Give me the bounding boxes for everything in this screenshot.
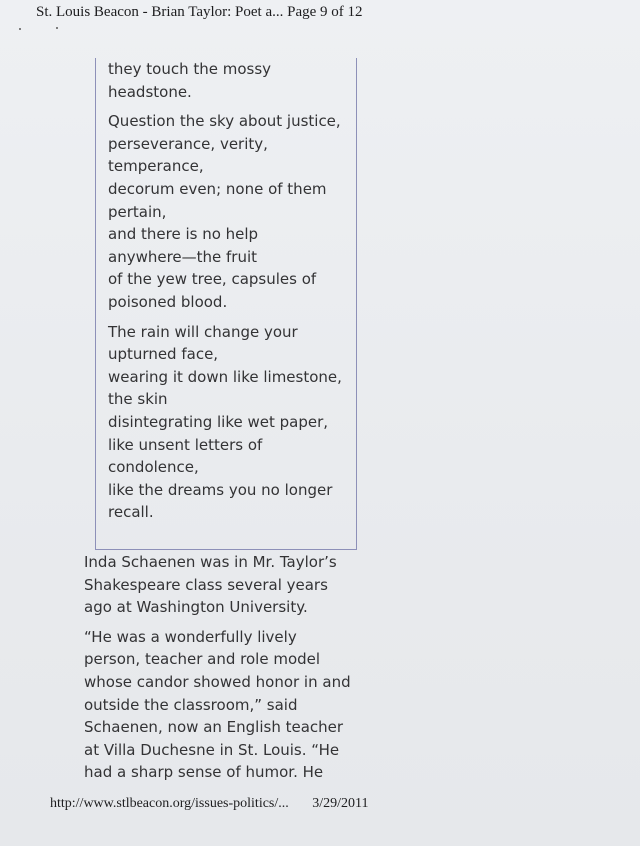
poem-line: condolence, bbox=[108, 458, 199, 477]
poem-line: like unsent letters of bbox=[108, 435, 263, 454]
article-body bbox=[84, 551, 364, 784]
poem-line: recall. bbox=[108, 503, 154, 522]
poem-line: anywhere—the fruit bbox=[108, 247, 258, 266]
article-line: ago at Washington University. bbox=[84, 598, 308, 617]
article-paragraph bbox=[84, 551, 364, 619]
poem-line: and there is no help bbox=[108, 225, 259, 244]
poem-line: decorum even; none of them bbox=[108, 179, 327, 198]
print-footer bbox=[50, 796, 369, 812]
poem-line: poisoned blood. bbox=[108, 292, 228, 311]
poem-line: upturned face, bbox=[108, 345, 219, 364]
article-line: Inda Schaenen was in Mr. Taylor’s bbox=[84, 553, 337, 571]
footer-url: http://www.stlbeacon.org/issues-politics/... bbox=[50, 796, 289, 811]
poem-line: The rain will change your bbox=[108, 322, 298, 341]
poem-stanza bbox=[108, 321, 358, 524]
article-line: at Villa Duchesne in St. Louis. “He bbox=[84, 740, 340, 759]
poem-line: perseverance, verity, bbox=[108, 134, 268, 153]
scan-speck bbox=[56, 27, 58, 29]
poem-line: wearing it down like limestone, bbox=[108, 367, 342, 386]
poem-line: like the dreams you no longer bbox=[108, 480, 333, 499]
poem-line: of the yew tree, capsules of bbox=[108, 270, 317, 289]
poem-stanza bbox=[108, 58, 358, 103]
article-line: outside the classroom,” said bbox=[84, 695, 298, 714]
poem-line: the skin bbox=[108, 390, 168, 409]
poem-line: Question the sky about justice, bbox=[108, 112, 341, 131]
poem-line: they touch the mossy bbox=[108, 60, 272, 78]
article-line: “He was a wonderfully lively bbox=[84, 627, 297, 646]
article-line: Schaenen, now an English teacher bbox=[84, 718, 344, 737]
footer-date: 3/29/2011 bbox=[312, 796, 369, 811]
article-line: Shakespeare class several years bbox=[84, 575, 328, 594]
article-line: whose candor showed honor in and bbox=[84, 672, 351, 691]
article-paragraph bbox=[84, 626, 364, 784]
print-header: St. Louis Beacon - Brian Taylor: Poet a... Page 9 of 12 bbox=[36, 4, 363, 20]
article-line: had a sharp sense of humor. He bbox=[84, 763, 324, 782]
poem-line: headstone. bbox=[108, 82, 192, 101]
poem-text bbox=[108, 58, 358, 524]
poem-line: disintegrating like wet paper, bbox=[108, 412, 329, 431]
article-line: person, teacher and role model bbox=[84, 650, 321, 669]
poem-line: pertain, bbox=[108, 202, 167, 221]
poem-stanza bbox=[108, 110, 358, 313]
scan-speck bbox=[19, 28, 21, 30]
poem-line: temperance, bbox=[108, 157, 204, 176]
